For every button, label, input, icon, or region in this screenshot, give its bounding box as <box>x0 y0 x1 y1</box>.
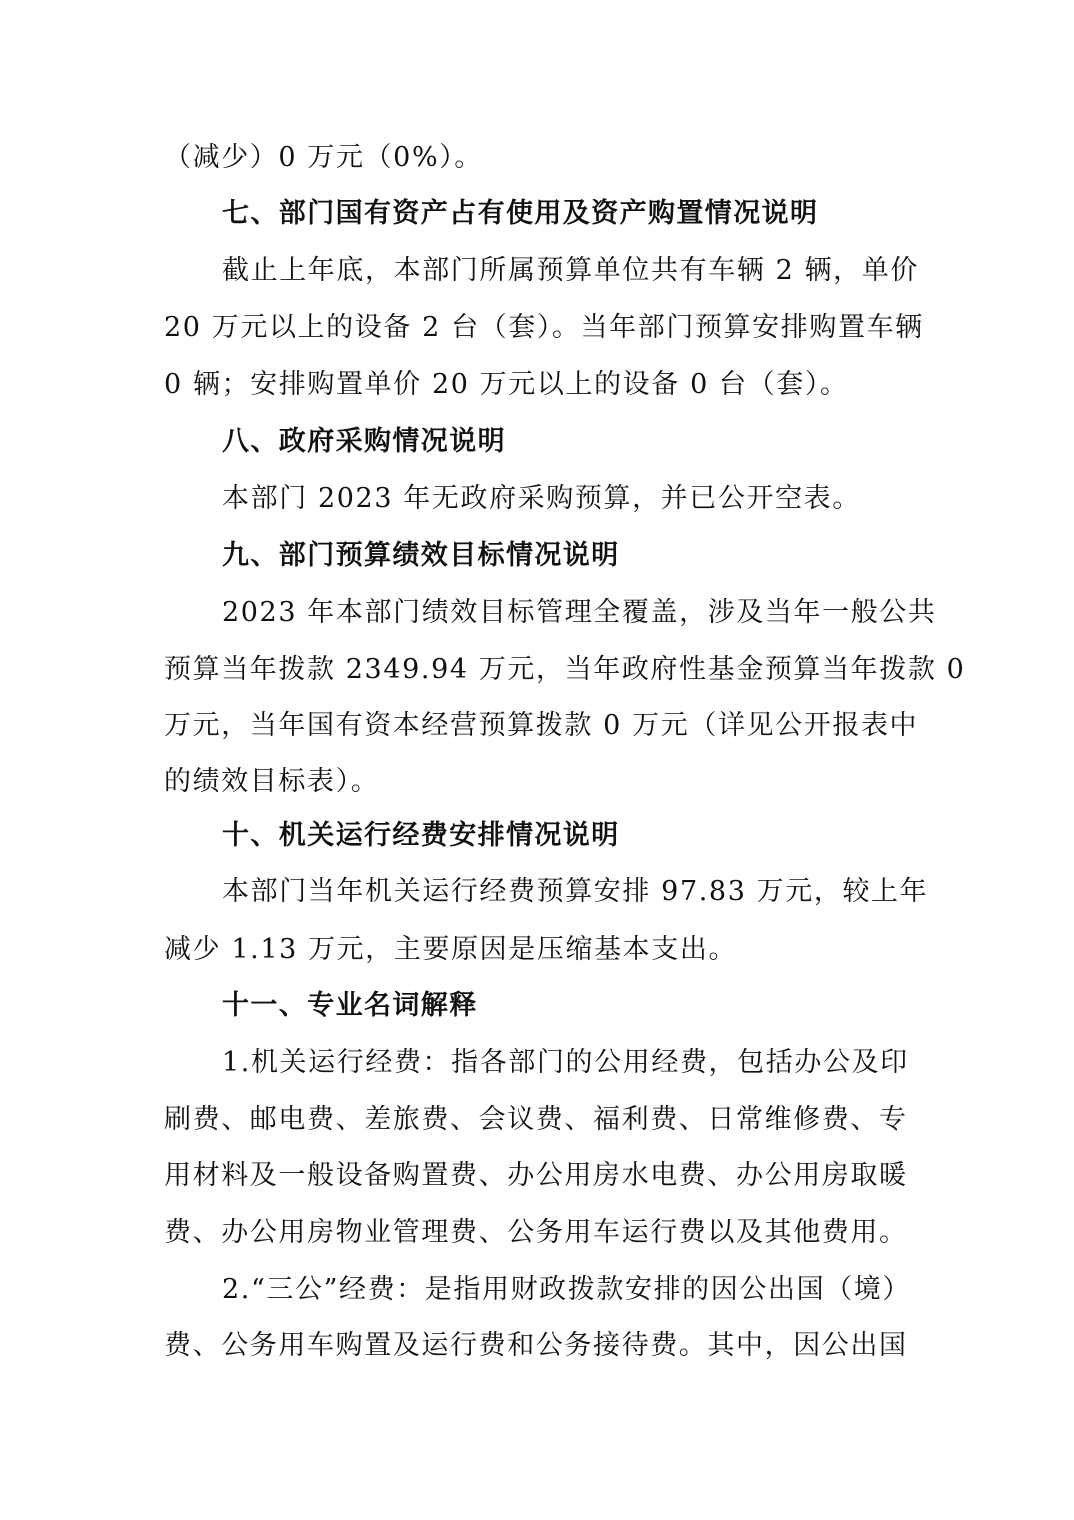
section-heading-10: 十、机关运行经费安排情况说明 <box>222 820 620 851</box>
text-line: 本部门当年机关运行经费预算安排 97.83 万元，较上年 <box>222 876 929 907</box>
text-line: 费、办公用房物业管理费、公务用车运行费以及其他费用。 <box>164 1217 908 1248</box>
section-heading-7: 七、部门国有资产占有使用及资产购置情况说明 <box>222 198 819 229</box>
text-line: 2023 年本部门绩效目标管理全覆盖，涉及当年一般公共 <box>222 597 937 628</box>
text-line: 减少 1.13 万元，主要原因是压缩基本支出。 <box>164 934 738 965</box>
text-line: 20 万元以上的设备 2 台（套）。当年部门预算安排购置车辆 <box>164 312 924 343</box>
text-line: 0 辆；安排购置单价 20 万元以上的设备 0 台（套）。 <box>164 369 849 400</box>
text-line: 预算当年拨款 2349.94 万元，当年政府性基金预算当年拨款 0 <box>164 654 966 685</box>
text-line: 万元，当年国有资本经营预算拨款 0 万元（详见公开报表中 <box>164 710 919 741</box>
text-line: 截止上年底，本部门所属预算单位共有车辆 2 辆，单价 <box>222 255 919 286</box>
section-heading-9: 九、部门预算绩效目标情况说明 <box>222 540 620 571</box>
section-heading-11: 十一、专业名词解释 <box>222 990 478 1021</box>
text-line: 本部门 2023 年无政府采购预算，并已公开空表。 <box>222 483 861 514</box>
section-heading-8: 八、政府采购情况说明 <box>222 426 506 457</box>
text-line: 1.机关运行经费：指各部门的公用经费，包括办公及印 <box>222 1047 909 1078</box>
text-line: 刷费、邮电费、差旅费、会议费、福利费、日常维修费、专 <box>164 1104 908 1135</box>
text-line: 用材料及一般设备购置费、办公用房水电费、办公用房取暖 <box>164 1160 908 1191</box>
text-line: 的绩效目标表）。 <box>164 766 380 797</box>
text-line: 费、公务用车购置及运行费和公务接待费。其中，因公出国 <box>164 1330 908 1361</box>
text-line: （减少）0 万元（0%）。 <box>164 142 483 173</box>
text-line: 2.“三公”经费：是指用财政拨款安排的因公出国（境） <box>222 1274 911 1305</box>
